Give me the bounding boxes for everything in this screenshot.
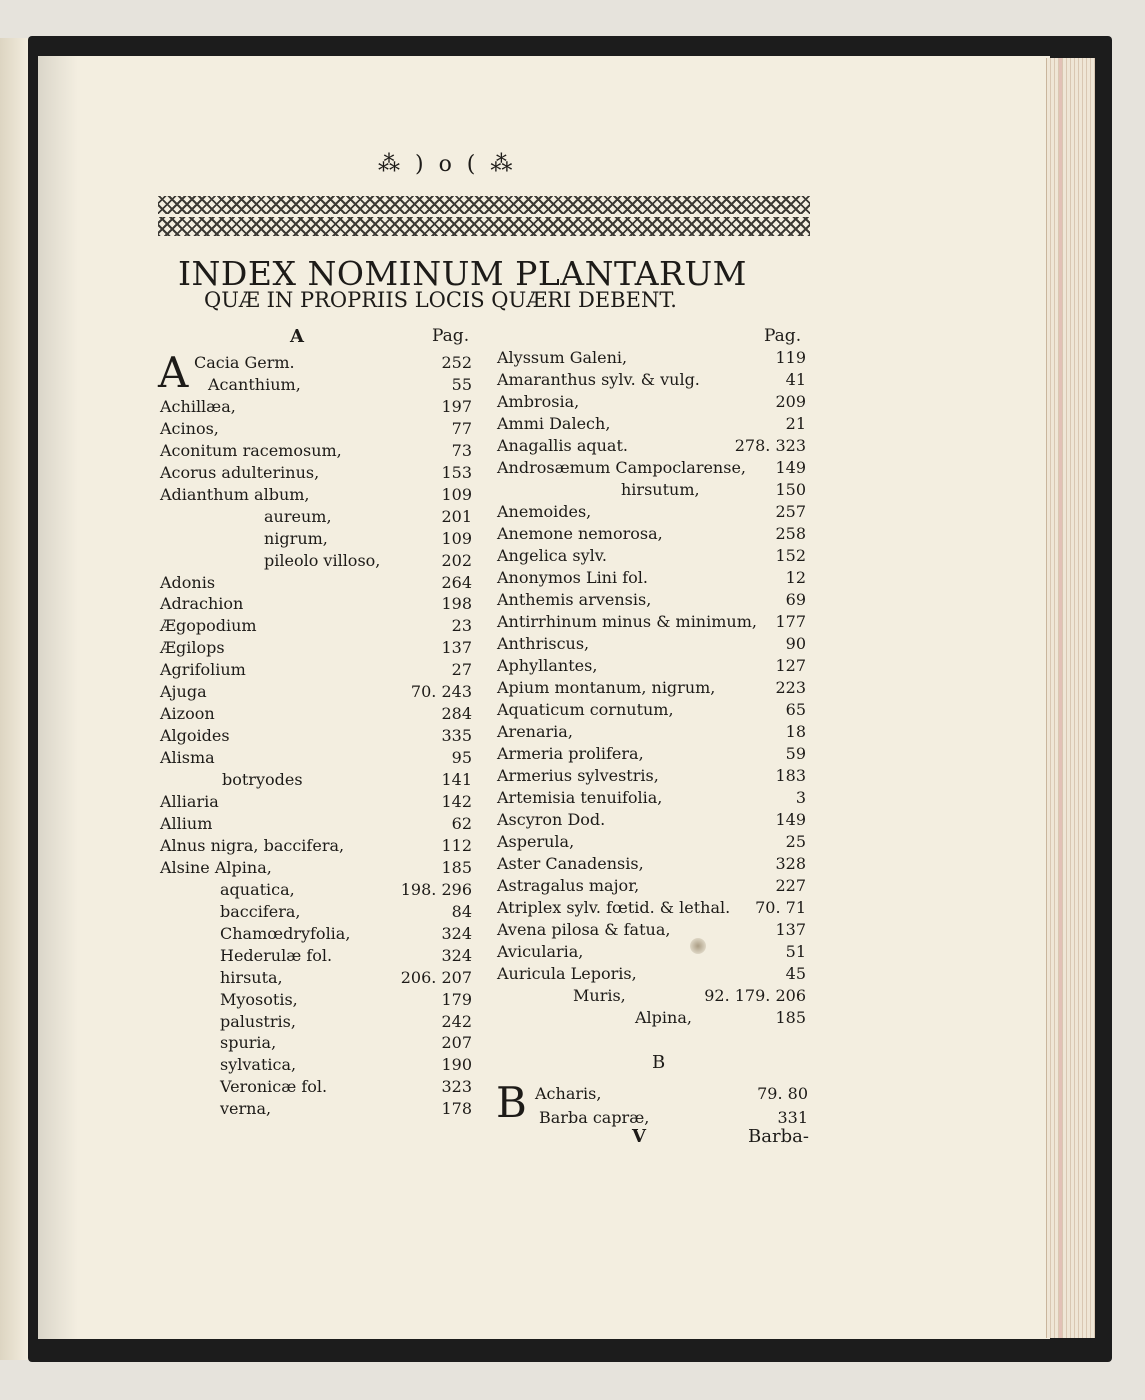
index-entry-name: nigrum, (264, 528, 328, 548)
index-entry-name: Auricula Leporis, (497, 964, 637, 983)
index-entry-name: Acinos, (160, 418, 219, 438)
index-entry-name: Algoides (160, 726, 230, 746)
index-entry-page: 25 (785, 832, 806, 851)
index-entry-name: Myosotis, (220, 989, 298, 1009)
index-entry-page: 198 (441, 594, 472, 614)
index-entry-name: palustris, (220, 1011, 296, 1031)
index-entry-name: Adianthum album, (160, 484, 310, 504)
index-entry-page: 190 (441, 1055, 472, 1075)
index-entry-name: Alsine Alpina, (160, 857, 272, 877)
index-entry-page: 278. 323 (734, 436, 806, 455)
index-entry-name: Agrifolium (160, 660, 246, 680)
index-entry-name: spuria, (220, 1033, 277, 1053)
index-entry-page: 23 (451, 616, 472, 636)
index-entry-name: Chamœdryfolia, (220, 923, 351, 943)
index-entry-page: 77 (451, 418, 472, 438)
index-entry-name: Asperula, (497, 832, 575, 851)
index-entry-page: 323 (441, 1077, 472, 1097)
index-entry-name: Armerius sylvestris, (497, 766, 659, 785)
index-entry-name: Ambrosia, (497, 392, 580, 411)
index-entry-page: 258 (775, 524, 806, 543)
index-entry-name: Barba capræ, (539, 1108, 650, 1127)
index-entry-name: Ajuga (160, 682, 207, 702)
index-entry-name: Ammi Dalech, (497, 414, 611, 433)
index-entry-name: Anthemis arvensis, (497, 590, 652, 609)
index-entry-name: Hederulæ fol. (220, 945, 333, 965)
index-entry-page: 27 (451, 660, 472, 680)
ornamental-border (158, 196, 810, 236)
index-entry-name: Anagallis aquat. (497, 436, 628, 455)
index-entry-name: Alyssum Galeni, (497, 348, 628, 367)
index-entry-name: Aconitum racemosum, (160, 440, 342, 460)
index-entry-name: Acanthium, (208, 374, 301, 394)
index-entry-name: Cacia Germ. (194, 353, 295, 372)
page-title: INDEX NOMINUM PLANTARUM (178, 254, 747, 293)
index-entry-name: Aquaticum cornutum, (497, 700, 674, 719)
index-entry-page: 141 (441, 770, 472, 790)
index-entry-page: 41 (785, 370, 806, 389)
index-entry-page: 153 (441, 462, 472, 482)
catchword-signature: V (632, 1126, 646, 1147)
index-entry-page: 137 (441, 638, 472, 658)
index-entry-name: Muris, (573, 986, 626, 1005)
index-entry-page: 223 (775, 678, 806, 697)
index-entry-page: 95 (451, 748, 472, 768)
index-entry-name: Anemoides, (497, 502, 592, 521)
index-entry-name: Ægilops (160, 638, 225, 658)
left-pag-label: Pag. (432, 326, 470, 346)
index-entry-page: 62 (451, 813, 472, 833)
index-entry-name: Acharis, (535, 1084, 602, 1103)
index-entry-page: 18 (785, 722, 806, 741)
drop-cap-a: A (158, 348, 189, 397)
index-entry-name: Antirrhinum minus & minimum, (497, 612, 757, 631)
index-entry-name: Armeria prolifera, (497, 744, 644, 763)
index-entry-page: 79. 80 (757, 1084, 808, 1103)
index-entry-page: 198. 296 (400, 879, 472, 899)
index-entry-name: Angelica sylv. (497, 546, 607, 565)
index-entry-name: Artemisia tenuifolia, (497, 788, 663, 807)
index-entry-page: 92. 179. 206 (704, 986, 806, 1005)
index-entry-page: 70. 71 (755, 898, 806, 917)
index-entry-page: 119 (775, 348, 806, 367)
index-entry-page: 183 (775, 766, 806, 785)
index-entry-name: Atriplex sylv. fœtid. & lethal. (497, 898, 731, 917)
index-entry-name: Alpina, (635, 1008, 692, 1027)
index-entry-page: 59 (785, 744, 806, 763)
index-entry-page: 70. 243 (410, 682, 472, 702)
index-entry-name: aureum, (264, 506, 332, 526)
index-entry-name: Apium montanum, nigrum, (497, 678, 716, 697)
index-entry-page: 84 (451, 901, 472, 921)
index-entry-name: Arenaria, (497, 722, 573, 741)
index-entry-page: 149 (775, 810, 806, 829)
index-entry-name: Allium (160, 813, 213, 833)
index-entry-name: verna, (220, 1099, 272, 1119)
index-entry-page: 328 (775, 854, 806, 873)
index-entry-name: Aster Canadensis, (497, 854, 644, 873)
index-entry-page: 257 (775, 502, 806, 521)
index-entry-page: 142 (441, 792, 472, 811)
index-entry-name: Avicularia, (497, 942, 584, 961)
index-entry-page: 178 (441, 1099, 472, 1119)
index-entry-page: 207 (441, 1033, 472, 1053)
index-entry-page: 69 (785, 590, 806, 609)
index-entry-page: 177 (775, 612, 806, 631)
index-entry-page: 45 (785, 964, 806, 983)
section-letter-b: B (652, 1052, 666, 1073)
index-entry-name: Veronicæ fol. (220, 1077, 328, 1097)
index-entry-name: Ascyron Dod. (497, 810, 606, 829)
index-entry-page: 185 (441, 857, 472, 877)
index-entry-page: 209 (775, 392, 806, 411)
index-entry-name: baccifera, (220, 901, 301, 921)
index-entry-name: Astragalus major, (497, 876, 640, 895)
index-entry-page: 284 (441, 704, 472, 724)
page-subtitle: QUÆ IN PROPRIIS LOCIS QUÆRI DEBENT. (204, 288, 677, 312)
signature-mark: ⁂ ) o ( ⁂ (378, 152, 517, 177)
paper-stain (690, 938, 706, 954)
index-entry-page: 65 (785, 700, 806, 719)
index-entry-name: Achillæa, (160, 396, 236, 416)
index-entry-name: hirsutum, (621, 480, 700, 499)
index-entry-page: 3 (795, 788, 806, 807)
index-entry-name: Adonis (160, 572, 216, 592)
index-entry-page: 73 (451, 440, 472, 460)
index-entry-page: 252 (441, 353, 472, 372)
catchword: Barba- (748, 1126, 809, 1147)
index-entry-name: Anemone nemorosa, (497, 524, 663, 543)
index-entry-page: 90 (785, 634, 806, 653)
index-entry-page: 152 (775, 546, 806, 565)
index-entry-page: 206. 207 (400, 967, 472, 987)
index-entry-name: Ægopodium (160, 616, 257, 636)
index-entry-name: aquatica, (220, 879, 295, 899)
index-entry-name: Androsæmum Campoclarense, (497, 458, 746, 477)
index-entry-page: 109 (441, 528, 472, 548)
index-entry-page: 202 (441, 550, 472, 570)
index-entry-name: Amaranthus sylv. & vulg. (497, 370, 700, 389)
page-edges (1046, 58, 1095, 1338)
index-entry-page: 150 (775, 480, 806, 499)
index-entry-page: 12 (785, 568, 806, 587)
index-entry-page: 149 (775, 458, 806, 477)
index-entry-page: 324 (441, 923, 472, 943)
index-entry-name: Adrachion (160, 594, 244, 614)
index-entry-page: 242 (441, 1011, 472, 1031)
index-entry-page: 21 (785, 414, 806, 433)
index-entry-name: hirsuta, (220, 967, 283, 987)
index-entry-page: 51 (785, 942, 806, 961)
left-column-letter: A (290, 326, 304, 347)
index-entry-page: 55 (451, 374, 472, 394)
index-entry-name: Alnus nigra, baccifera, (160, 835, 345, 855)
index-entry-name: botryodes (222, 770, 303, 790)
drop-cap-b: B (496, 1078, 527, 1127)
index-entry-page: 179 (441, 989, 472, 1009)
index-entry-name: Alisma (160, 748, 215, 768)
index-entry-page: 201 (441, 506, 472, 526)
index-entry-page: 127 (775, 656, 806, 675)
index-entry-name: Alliaria (160, 792, 219, 811)
index-entry-page: 112 (441, 835, 472, 855)
index-entry-page: 331 (777, 1108, 808, 1127)
index-entry-name: Acorus adulterinus, (160, 462, 320, 482)
right-pag-label: Pag. (764, 326, 802, 346)
index-entry-name: Avena pilosa & fatua, (497, 920, 671, 939)
index-entry-page: 109 (441, 484, 472, 504)
index-entry-name: pileolo villoso, (264, 550, 381, 570)
index-entry-page: 197 (441, 396, 472, 416)
index-entry-name: Anonymos Lini fol. (497, 568, 648, 587)
index-entry-name: Anthriscus, (497, 634, 590, 653)
index-entry-page: 264 (441, 572, 472, 592)
index-entry-page: 324 (441, 945, 472, 965)
index-entry-page: 227 (775, 876, 806, 895)
index-entry-name: Aphyllantes, (497, 656, 598, 675)
index-entry-page: 185 (775, 1008, 806, 1027)
index-entry-page: 335 (441, 726, 472, 746)
index-entry-name: Aizoon (160, 704, 215, 724)
index-entry-name: sylvatica, (220, 1055, 297, 1075)
index-entry-page: 137 (775, 920, 806, 939)
